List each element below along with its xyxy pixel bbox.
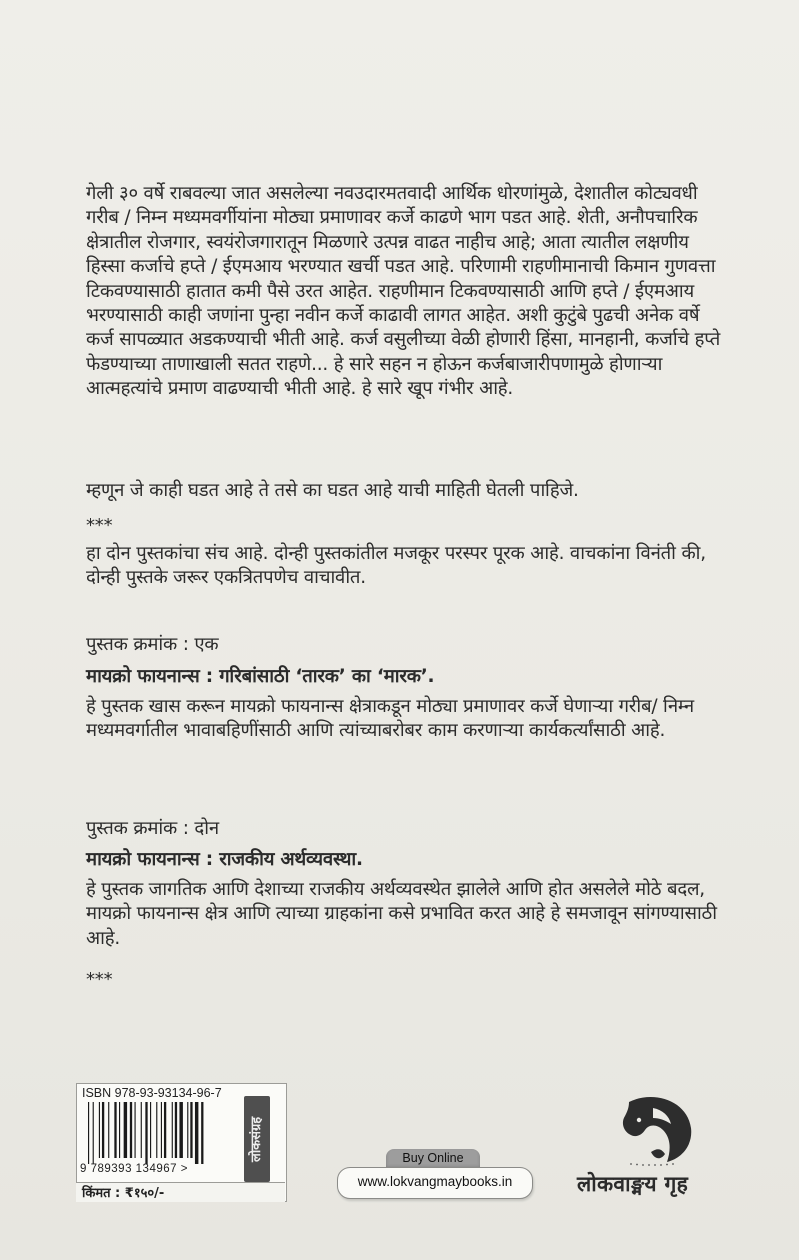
barcode-digits: 9 789393 134967 > — [80, 1163, 188, 1175]
book1-title: मायक्रो फायनान्स : गरिबांसाठी ‘तारक’ का ‘मारक’. — [86, 666, 435, 687]
separator: *** — [86, 515, 113, 536]
barcode-bar — [108, 1102, 109, 1158]
book2-title: मायक्रो फायनान्स : राजकीय अर्थव्यवस्था. — [86, 849, 363, 870]
barcode-bar — [179, 1102, 182, 1158]
barcode-icon — [86, 1102, 232, 1164]
barcode-bar — [88, 1102, 89, 1164]
barcode-bar — [201, 1102, 203, 1164]
barcode-bar — [175, 1102, 177, 1158]
barcode-bar — [124, 1102, 127, 1158]
barcode-bar — [172, 1102, 173, 1158]
conclusion-line: म्हणून जे काही घडत आहे ते तसे का घडत आहे याची माहिती घेतली पाहिजे. — [86, 480, 579, 501]
barcode-bar — [187, 1102, 188, 1158]
book1-description: हे पुस्तक खास करून मायक्रो फायनान्स क्षेत्राकडून मोठ्या प्रमाणावर कर्जे घेणाऱ्या गरीब/ निम्न मध्यमवर्गातील भावाबहिणींसाठी आणि त्यांच्याबरोबर काम करणाऱ्या कार्यकर्त्यांसाठी आहे. — [86, 696, 695, 742]
barcode-bar — [150, 1102, 151, 1158]
website-url[interactable]: www.lokvangmaybooks.in — [357, 1174, 513, 1189]
book1-label: पुस्तक क्रमांक : एक — [86, 634, 219, 655]
barcode-bar — [164, 1102, 166, 1158]
book2-description: हे पुस्तक जागतिक आणि देशाच्या राजकीय अर्थव्यवस्थेत झालेले आणि होत असलेले मोठे बदल, मायक्रो फायनान्स क्षेत्र आणि त्याच्या ग्राहकांना कसे प्रभावित करत आहे हे समजावून सांगण्यासाठी आहे. — [86, 879, 717, 949]
intro-paragraph: गेली ३० वर्षे राबवल्या जात असलेल्या नवउदारमतवादी आर्थिक धोरणांमुळे, देशातील कोट्यवधी गरीब / निम्न मध्यमवर्गीयांना मोठ्या प्रमाणावर कर्जे काढणे भाग पडत आहे. शेती, अनौपचारिक क्षेत्रातील रोजगार, स्वयंरोजगारातून मिळणारे उत्पन्न वाढत नाहीच आहे; आता त्यातील लक्षणीय हिस्सा कर्जाचे हप्ते / ईएमआय भरण्यात खर्ची पडत आहे. परिणामी राहणीमानाची किमान गुणवत्ता टिकवण्यासाठी हातात कमी पैसे उरत आहेत. राहणीमान टिकवण्यासाठी आणि हप्ते / ईएमआय भरण्यासाठी काही जणांना पुन्हा नवीन कर्जे काढावी लागत आहेत. अशी कुटुंबे पुढची अनेक वर्षे कर्ज सापळ्यात अडकण्याची भीती आहे. कर्ज वसुलीच्या वेळी होणारी हिंसा, मानहानी, कर्जाचे हप्ते फेडण्याच्या ताणाखाली सतत राहणे... हे सारे सहन न होऊन कर्जबाजारीपणामुळे होणाऱ्या आत्महत्यांचे प्रमाण वाढण्याची भीती आहे. हे सारे खूप गंभीर आहे. — [86, 183, 721, 400]
barcode-bar — [99, 1102, 100, 1158]
barcode-bar — [195, 1102, 198, 1164]
side-tag: लोकसंग्रह — [249, 1116, 264, 1162]
barcode-bar — [145, 1102, 147, 1164]
buy-online-label: Buy Online — [402, 1151, 464, 1165]
horse-head-logo-icon — [611, 1094, 697, 1166]
set-note-paragraph: हा दोन पुस्तकांचा संच आहे. दोन्ही पुस्तकांतील मजकूर परस्पर पूरक आहे. वाचकांना विनंती की, दोन्ही पुस्तके जरूर एकत्रितपणेच वाचावीत. — [86, 543, 706, 589]
barcode-bar — [190, 1102, 192, 1158]
isbn-number: ISBN 978-93-93134-96-7 — [82, 1086, 222, 1100]
barcode-bar — [135, 1102, 136, 1158]
price: किंमत : ₹१५०/- — [82, 1186, 165, 1201]
barcode-bar — [130, 1102, 132, 1158]
barcode-bar — [93, 1102, 94, 1164]
separator: *** — [86, 969, 113, 990]
barcode-bar — [114, 1102, 116, 1158]
barcode-bar — [119, 1102, 120, 1158]
barcode-bar — [141, 1102, 142, 1158]
barcode-bar — [102, 1102, 104, 1158]
book2-label: पुस्तक क्रमांक : दोन — [86, 818, 219, 839]
publisher-name: लोकवाङ्मय गृह — [577, 1172, 689, 1196]
barcode-bar — [156, 1102, 157, 1158]
barcode-bar — [161, 1102, 162, 1158]
